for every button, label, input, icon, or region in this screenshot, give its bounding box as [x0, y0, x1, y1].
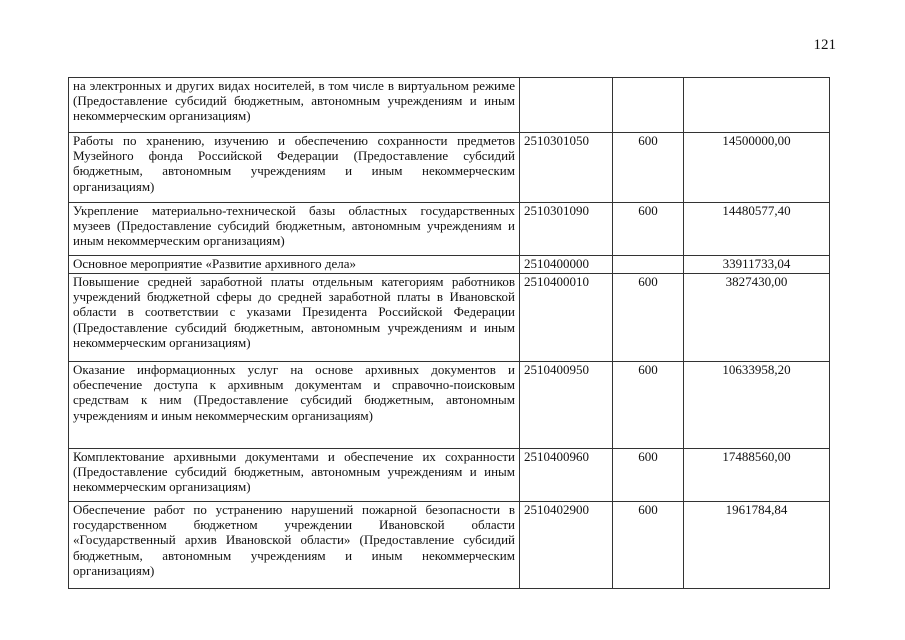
- table-row: [69, 203, 830, 256]
- row-target-code: 2510301050: [520, 133, 613, 203]
- row-description: Основное мероприятие «Развитие архивного дела»: [69, 256, 520, 274]
- budget-table: [68, 77, 830, 589]
- row-amount: 17488560,00: [684, 449, 830, 502]
- row-target-code: 2510301090: [520, 203, 613, 256]
- row-target-code: 2510400010: [520, 274, 613, 362]
- row-description: Комплектование архивными документами и обеспечение их сохранности (Предоставление субсидий бюджетным, автономным учреждениям и иным некоммерческим организациям): [69, 449, 520, 502]
- row-amount: 1961784,84: [684, 502, 830, 589]
- row-amount: 14480577,40: [684, 203, 830, 256]
- row-expense-type: 600: [613, 274, 684, 362]
- table-row: [69, 133, 830, 203]
- page-number: 121: [813, 37, 836, 53]
- row-amount: 33911733,04: [684, 256, 830, 274]
- row-expense-type: [613, 78, 684, 133]
- table-row: [69, 274, 830, 362]
- row-description: Укрепление материально-технической базы областных государственных музеев (Предоставление субсидий бюджетным, автономным учреждениям и иным некоммерческим организациям): [69, 203, 520, 256]
- row-amount: 10633958,20: [684, 362, 830, 449]
- row-description: Обеспечение работ по устранению нарушений пожарной безопасности в государственном бюджетном учреждении Ивановской области «Государственный архив Ивановской области» (Предоставление субсидий бюджетным, автономным учреждениям и иным некоммерческим организациям): [69, 502, 520, 589]
- row-expense-type: 600: [613, 362, 684, 449]
- row-target-code: 2510400000: [520, 256, 613, 274]
- row-description: Работы по хранению, изучению и обеспечению сохранности предметов Музейного фонда Российской Федерации (Предоставление субсидий бюджетным, автономным учреждениям и иным некоммерческим организациям): [69, 133, 520, 203]
- row-amount: 3827430,00: [684, 274, 830, 362]
- table-row: [69, 449, 830, 502]
- row-target-code: 2510400950: [520, 362, 613, 449]
- row-description: Повышение средней заработной платы отдельным категориям работников учреждений бюджетной сферы до средней заработной платы в Ивановской области в соответствии с указами Президента Российской Федерации (Предоставление субсидий бюджетным, автономным учреждениям и иным некоммерческим организациям): [69, 274, 520, 362]
- row-expense-type: 600: [613, 133, 684, 203]
- row-amount: 14500000,00: [684, 133, 830, 203]
- row-amount: [684, 78, 830, 133]
- row-target-code: [520, 78, 613, 133]
- row-expense-type: 600: [613, 449, 684, 502]
- row-description: Оказание информационных услуг на основе архивных документов и обеспечение доступа к архивным документам и справочно-поисковым средствам к ним (Предоставление субсидий бюджетным, автономным учреждениям и иным некоммерческим организациям): [69, 362, 520, 449]
- row-target-code: 2510400960: [520, 449, 613, 502]
- table-row: [69, 362, 830, 449]
- row-description: на электронных и других видах носителей, в том числе в виртуальном режиме (Предоставление субсидий бюджетным, автономным учреждениям и иным некоммерческим организациям): [69, 78, 520, 133]
- table-row: [69, 256, 830, 274]
- table-row: [69, 502, 830, 589]
- row-expense-type: 600: [613, 203, 684, 256]
- row-target-code: 2510402900: [520, 502, 613, 589]
- row-expense-type: [613, 256, 684, 274]
- table-row: [69, 78, 830, 133]
- row-expense-type: 600: [613, 502, 684, 589]
